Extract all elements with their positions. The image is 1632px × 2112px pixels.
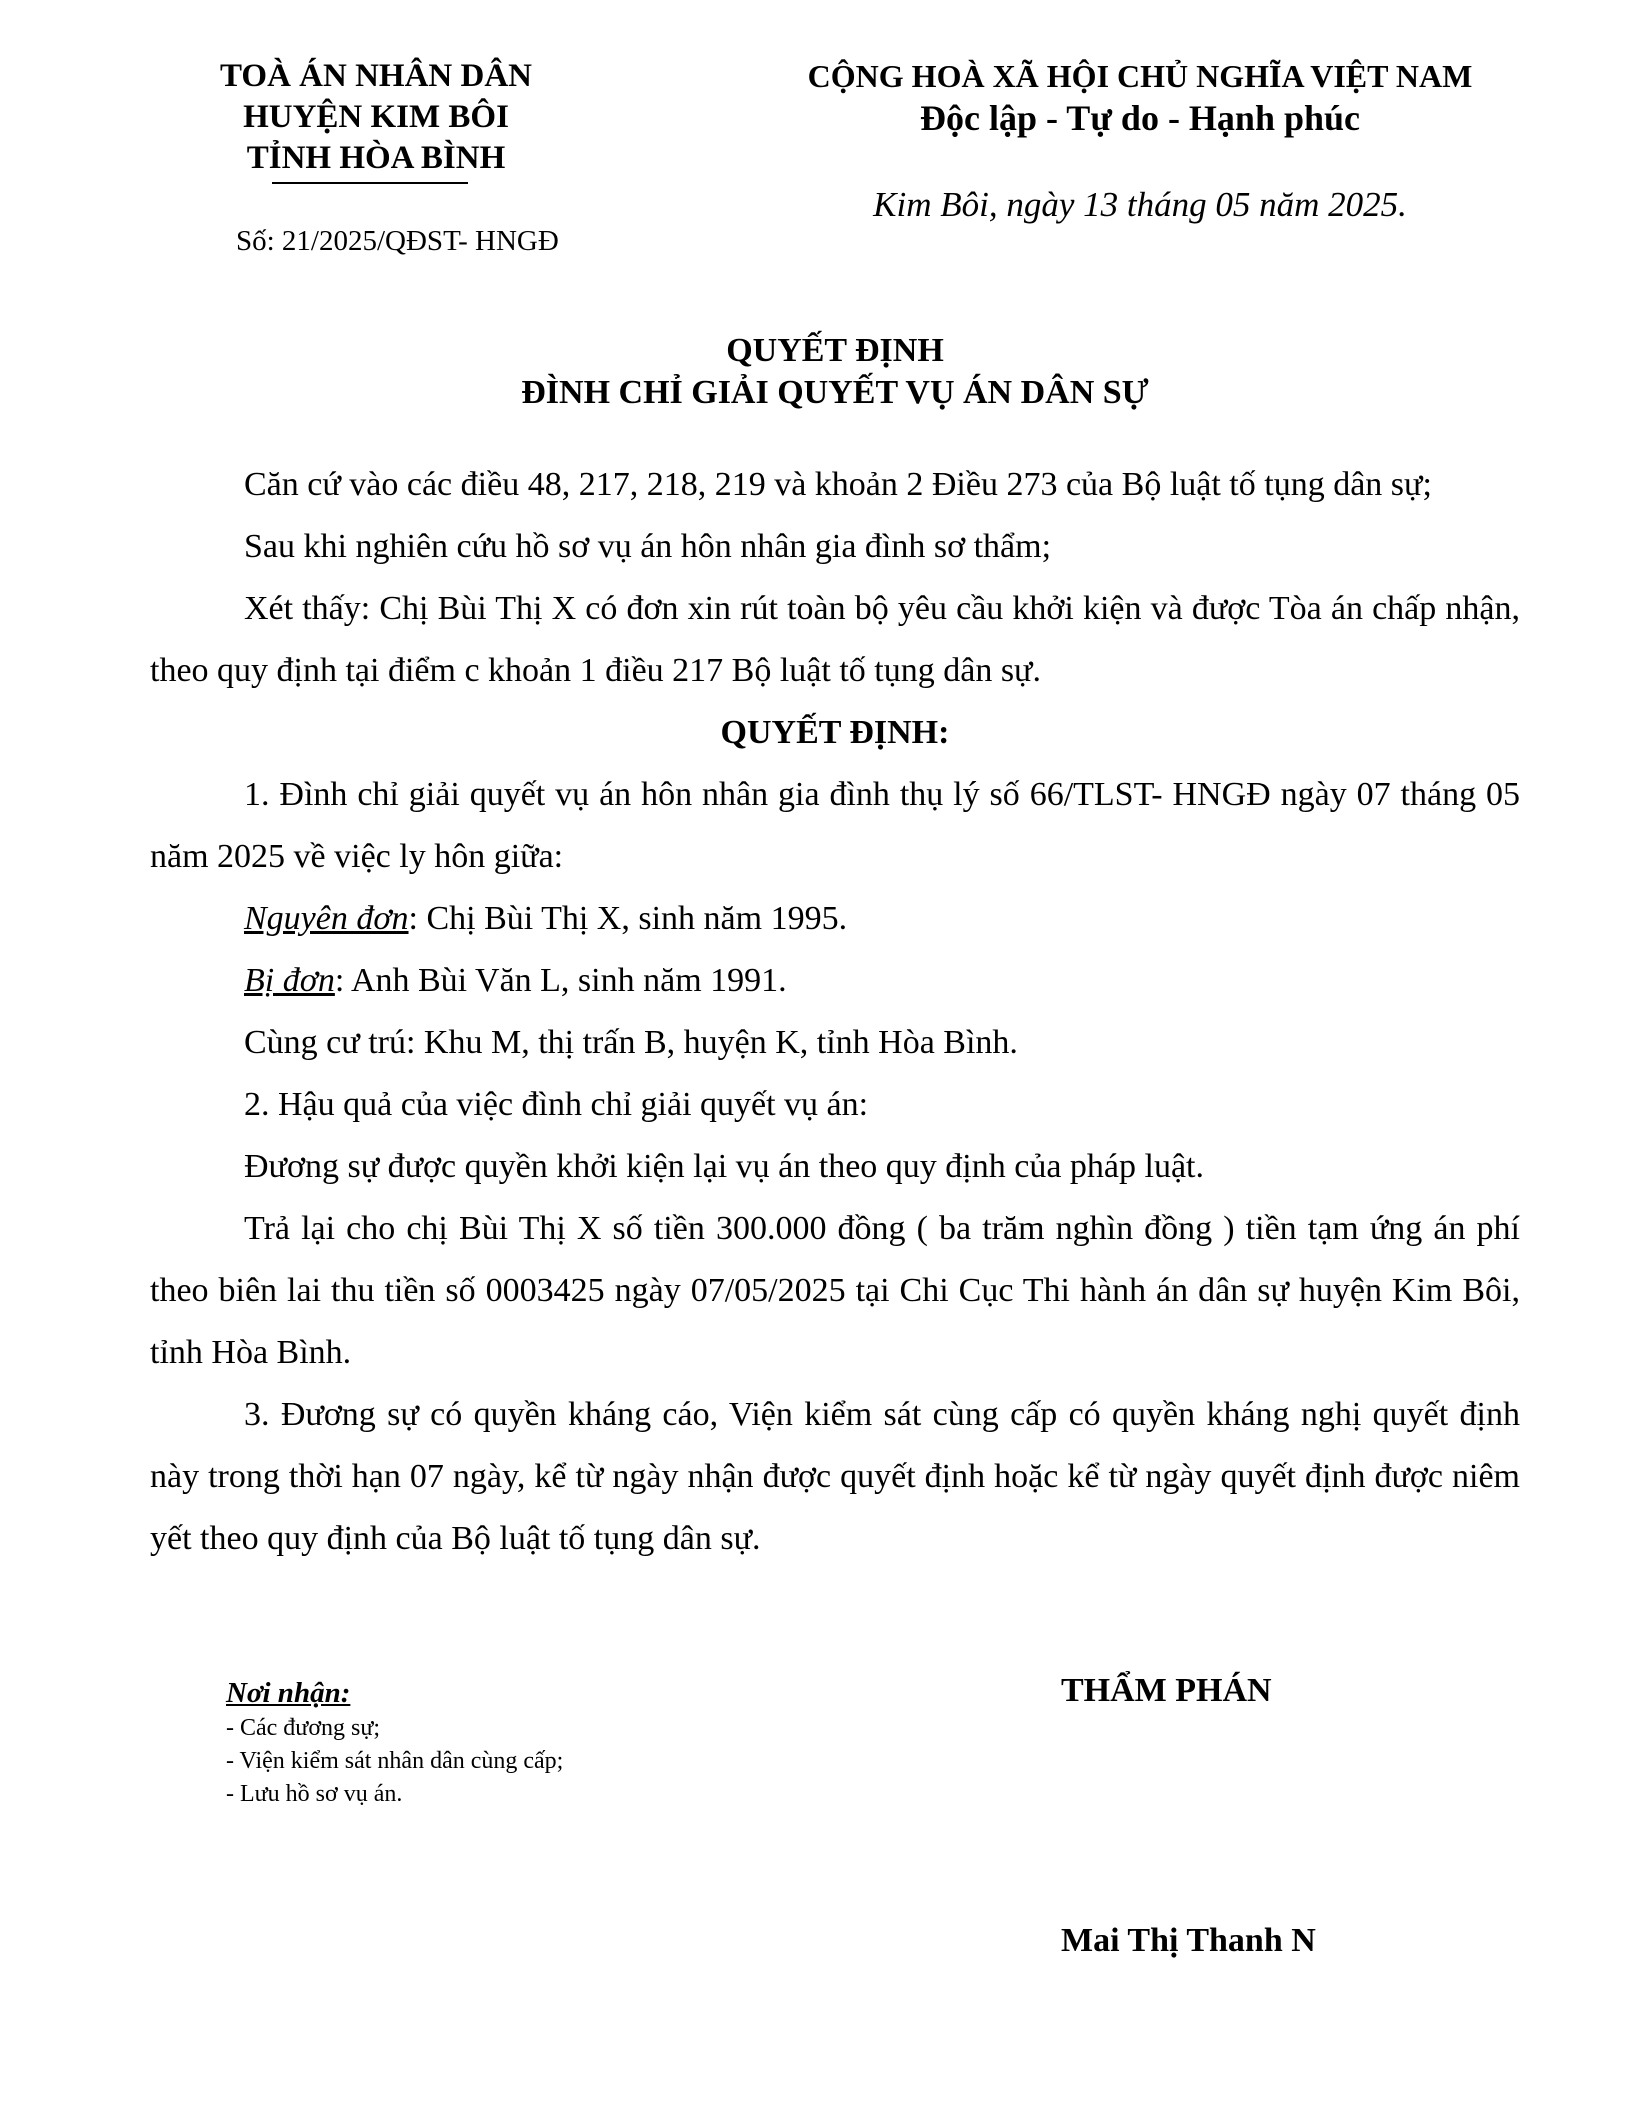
- document-title: [150, 330, 1520, 414]
- court-line-3: TỈNH HÒA BÌNH: [246, 140, 506, 176]
- court-name: [178, 56, 574, 179]
- court-divider: [272, 182, 468, 184]
- plaintiff-label: Nguyên đơn: [244, 900, 409, 937]
- plaintiff-text: : Chị Bùi Thị X, sinh năm 1995.: [408, 900, 848, 937]
- nation-motto: Độc lập - Tự do - Hạnh phúc: [919, 98, 1361, 138]
- court-line-2: HUYỆN KIM BÔI: [243, 99, 509, 135]
- defendant-text: : Anh Bùi Văn L, sinh năm 1991.: [334, 962, 787, 999]
- decision-item-2: 2. Hậu quả của việc đình chỉ giải quyết vụ án:: [244, 1086, 869, 1123]
- document-body: [150, 454, 1520, 1570]
- plaintiff-line: [150, 888, 1520, 950]
- legal-basis-paragraph: Căn cứ vào các điều 48, 217, 218, 219 và khoản 2 Điều 273 của Bộ luật tố tụng dân sự;: [244, 466, 1432, 503]
- review-paragraph: Sau khi nghiên cứu hồ sơ vụ án hôn nhân gia đình sơ thẩm;: [244, 528, 1052, 565]
- consequence-line: Đương sự được quyền khởi kiện lại vụ án theo quy định của pháp luật.: [244, 1148, 1204, 1185]
- recipients-label: Nơi nhận:: [226, 1677, 351, 1709]
- recipient-item: - Lưu hồ sơ vụ án.: [226, 1781, 403, 1807]
- nation-name: CỘNG HOÀ XÃ HỘI CHỦ NGHĨA VIỆT NAM: [807, 58, 1473, 94]
- defendant-label: Bị đơn: [244, 962, 335, 999]
- judge-title: THẨM PHÁN: [1061, 1672, 1272, 1709]
- residence-line: Cùng cư trú: Khu M, thị trấn B, huyện K, tỉnh Hòa Bình.: [244, 1024, 1018, 1061]
- title-line-1: QUYẾT ĐỊNH: [726, 332, 944, 369]
- finding-paragraph: Xét thấy: Chị Bùi Thị X có đơn xin rút toàn bộ yêu cầu khởi kiện và được Tòa án chấp nhận, theo quy định tại điểm c khoản 1 điều 217 Bộ luật tố tụng dân sự.: [150, 590, 1520, 689]
- decision-heading: QUYẾT ĐỊNH:: [720, 714, 950, 751]
- national-header: [720, 56, 1560, 140]
- issue-date: Kim Bôi, ngày 13 tháng 05 năm 2025.: [873, 185, 1407, 224]
- court-line-1: TOÀ ÁN NHÂN DÂN: [220, 58, 532, 94]
- recipients-block: [226, 1674, 563, 1811]
- refund-paragraph: Trả lại cho chị Bùi Thị X số tiền 300.000 đồng ( ba trăm nghìn đồng ) tiền tạm ứng án phí theo biên lai thu tiền số 0003425 ngày 07/05/2025 tại Chi Cục Thi hành án dân sự huyện Kim Bôi, tỉnh Hòa Bình.: [150, 1210, 1520, 1371]
- recipient-item: - Các đương sự;: [226, 1715, 381, 1741]
- decision-item-3: 3. Đương sự có quyền kháng cáo, Viện kiểm sát cùng cấp có quyền kháng nghị quyết định này trong thời hạn 07 ngày, kể từ ngày nhận được quyết định hoặc kể từ ngày quyết định được niêm yết theo quy định của Bộ luật tố tụng dân sự.: [150, 1396, 1520, 1557]
- defendant-line: [150, 950, 1520, 1012]
- title-line-2: ĐÌNH CHỈ GIẢI QUYẾT VỤ ÁN DÂN SỰ: [521, 374, 1149, 411]
- recipient-item: - Viện kiểm sát nhân dân cùng cấp;: [226, 1748, 564, 1774]
- judge-name: Mai Thị Thanh N: [1061, 1922, 1316, 1959]
- decision-item-1: 1. Đình chỉ giải quyết vụ án hôn nhân gia đình thụ lý số 66/TLST- HNGĐ ngày 07 tháng 05 năm 2025 về việc ly hôn giữa:: [150, 776, 1520, 875]
- decision-number: Số: 21/2025/QĐST- HNGĐ: [236, 225, 559, 257]
